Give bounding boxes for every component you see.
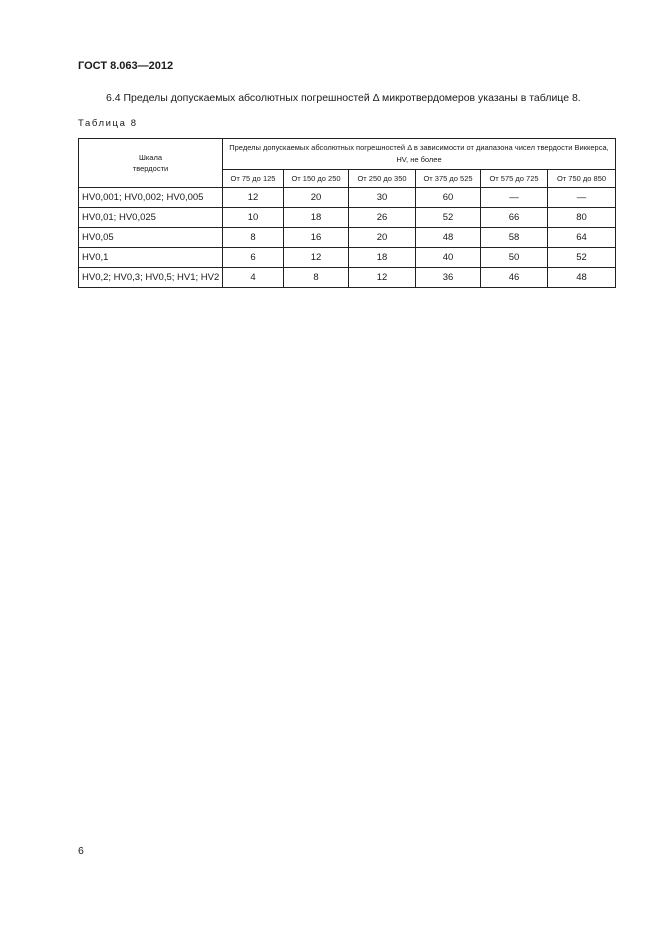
table-cell: 80 (548, 208, 616, 228)
table-cell: 18 (349, 248, 416, 268)
table-cell: 12 (223, 188, 284, 208)
table-cell: 8 (284, 268, 349, 288)
table-cell: — (481, 188, 548, 208)
table-cell: 4 (223, 268, 284, 288)
table-cell: 52 (548, 248, 616, 268)
range-header: От 150 до 250 (284, 170, 349, 188)
range-header: От 375 до 525 (416, 170, 481, 188)
table-row (79, 188, 616, 208)
table-cell: 18 (284, 208, 349, 228)
document-id: ГОСТ 8.063—2012 (78, 60, 174, 72)
table-cell: 40 (416, 248, 481, 268)
table-cell: 30 (349, 188, 416, 208)
table-row (79, 268, 616, 288)
table-cell: 64 (548, 228, 616, 248)
page-number: 6 (78, 845, 84, 857)
table-cell: 16 (284, 228, 349, 248)
table-cell: 60 (416, 188, 481, 208)
table-header-row (79, 139, 616, 170)
row-scale-label: HV0,1 (79, 248, 223, 268)
range-header: От 750 до 850 (548, 170, 616, 188)
row-scale-label: HV0,05 (79, 228, 223, 248)
table-cell: 6 (223, 248, 284, 268)
table-row (79, 248, 616, 268)
table-cell: 58 (481, 228, 548, 248)
table-label: Таблица 8 (78, 118, 138, 129)
table-cell: — (548, 188, 616, 208)
table-cell: 20 (284, 188, 349, 208)
paragraph-6-4: 6.4 Пределы допускаемых абсолютных погрешностей Δ микротвердомеров указаны в таблице 8. (106, 92, 581, 104)
row-scale-label: HV0,001; HV0,002; HV0,005 (79, 188, 223, 208)
range-header: От 250 до 350 (349, 170, 416, 188)
table-cell: 20 (349, 228, 416, 248)
scale-header-text: Шкала твердости (132, 153, 169, 173)
table-cell: 66 (481, 208, 548, 228)
limits-column-header: Пределы допускаемых абсолютных погрешностей Δ в зависимости от диапазона чисел твердости Виккерса, HV, не более (223, 139, 616, 170)
range-header: От 575 до 725 (481, 170, 548, 188)
hardness-error-table (78, 138, 616, 288)
table-cell: 26 (349, 208, 416, 228)
table-row (79, 208, 616, 228)
row-scale-label: HV0,2; HV0,3; HV0,5; HV1; HV2 (79, 268, 223, 288)
scale-column-header (79, 139, 223, 188)
table-cell: 50 (481, 248, 548, 268)
table-cell: 48 (416, 228, 481, 248)
table-cell: 8 (223, 228, 284, 248)
range-header: От 75 до 125 (223, 170, 284, 188)
table-cell: 10 (223, 208, 284, 228)
table-cell: 46 (481, 268, 548, 288)
table-row (79, 228, 616, 248)
table-cell: 12 (284, 248, 349, 268)
table-cell: 36 (416, 268, 481, 288)
row-scale-label: HV0,01; HV0,025 (79, 208, 223, 228)
table-cell: 52 (416, 208, 481, 228)
table-cell: 12 (349, 268, 416, 288)
table-cell: 48 (548, 268, 616, 288)
